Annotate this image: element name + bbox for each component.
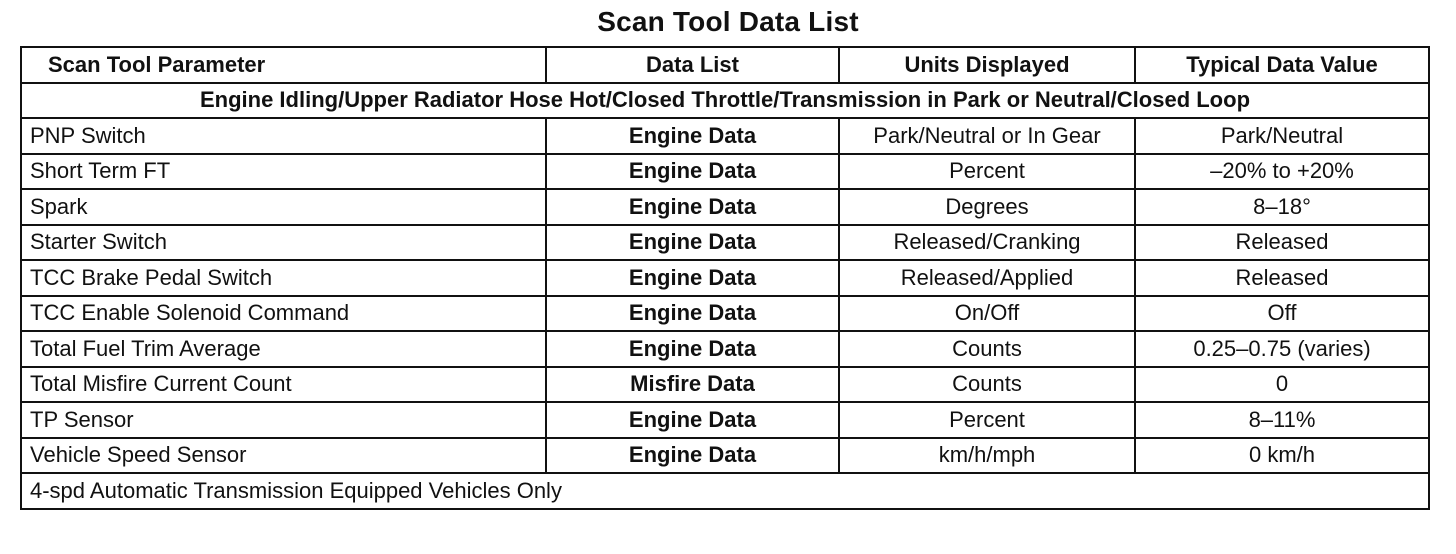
units-cell: On/Off bbox=[839, 296, 1135, 332]
column-header-typical-value: Typical Data Value bbox=[1135, 47, 1429, 83]
parameter-cell: TCC Enable Solenoid Command bbox=[21, 296, 546, 332]
data-list-cell: Engine Data bbox=[546, 225, 839, 261]
units-cell: km/h/mph bbox=[839, 438, 1135, 474]
typical-value-cell: Released bbox=[1135, 225, 1429, 261]
table-row bbox=[21, 260, 1429, 296]
units-cell: Park/Neutral or In Gear bbox=[839, 118, 1135, 154]
page-title: Scan Tool Data List bbox=[597, 6, 859, 37]
parameter-cell: Short Term FT bbox=[21, 154, 546, 190]
units-cell: Degrees bbox=[839, 189, 1135, 225]
typical-value-cell: 0.25–0.75 (varies) bbox=[1135, 331, 1429, 367]
parameter-cell: PNP Switch bbox=[21, 118, 546, 154]
data-list-cell: Engine Data bbox=[546, 438, 839, 474]
data-list-cell: Engine Data bbox=[546, 296, 839, 332]
data-list-cell: Misfire Data bbox=[546, 367, 839, 403]
scan-tool-data-table bbox=[20, 46, 1430, 510]
typical-value-cell: 0 bbox=[1135, 367, 1429, 403]
units-cell: Counts bbox=[839, 331, 1135, 367]
parameter-cell: Total Fuel Trim Average bbox=[21, 331, 546, 367]
table-row bbox=[21, 189, 1429, 225]
parameter-cell: Total Misfire Current Count bbox=[21, 367, 546, 403]
column-header-parameter: Scan Tool Parameter bbox=[21, 47, 546, 83]
units-cell: Percent bbox=[839, 154, 1135, 190]
typical-value-cell: Released bbox=[1135, 260, 1429, 296]
units-cell: Counts bbox=[839, 367, 1135, 403]
typical-value-cell: 8–11% bbox=[1135, 402, 1429, 438]
footnote-row bbox=[21, 473, 1429, 509]
units-cell: Percent bbox=[839, 402, 1135, 438]
parameter-cell: TCC Brake Pedal Switch bbox=[21, 260, 546, 296]
data-list-cell: Engine Data bbox=[546, 402, 839, 438]
table-row bbox=[21, 154, 1429, 190]
typical-value-cell: 0 km/h bbox=[1135, 438, 1429, 474]
typical-value-cell: –20% to +20% bbox=[1135, 154, 1429, 190]
column-header-data-list: Data List bbox=[546, 47, 839, 83]
test-condition: Engine Idling/Upper Radiator Hose Hot/Closed Throttle/Transmission in Park or Neutral/Closed Loop bbox=[21, 83, 1429, 119]
table-row bbox=[21, 438, 1429, 474]
footnote: 4-spd Automatic Transmission Equipped Vehicles Only bbox=[21, 473, 1429, 509]
data-list-cell: Engine Data bbox=[546, 118, 839, 154]
data-list-cell: Engine Data bbox=[546, 260, 839, 296]
table-row bbox=[21, 296, 1429, 332]
table-row bbox=[21, 225, 1429, 261]
table-header-row bbox=[21, 47, 1429, 83]
parameter-cell: Starter Switch bbox=[21, 225, 546, 261]
parameter-cell: Spark bbox=[21, 189, 546, 225]
data-list-cell: Engine Data bbox=[546, 154, 839, 190]
table-row bbox=[21, 402, 1429, 438]
table-row bbox=[21, 331, 1429, 367]
data-list-cell: Engine Data bbox=[546, 331, 839, 367]
parameter-cell: Vehicle Speed Sensor bbox=[21, 438, 546, 474]
typical-value-cell: Off bbox=[1135, 296, 1429, 332]
units-cell: Released/Cranking bbox=[839, 225, 1135, 261]
typical-value-cell: 8–18° bbox=[1135, 189, 1429, 225]
column-header-units: Units Displayed bbox=[839, 47, 1135, 83]
parameter-cell: TP Sensor bbox=[21, 402, 546, 438]
data-list-cell: Engine Data bbox=[546, 189, 839, 225]
units-cell: Released/Applied bbox=[839, 260, 1135, 296]
table-row bbox=[21, 367, 1429, 403]
condition-row bbox=[21, 83, 1429, 119]
typical-value-cell: Park/Neutral bbox=[1135, 118, 1429, 154]
table-row bbox=[21, 118, 1429, 154]
